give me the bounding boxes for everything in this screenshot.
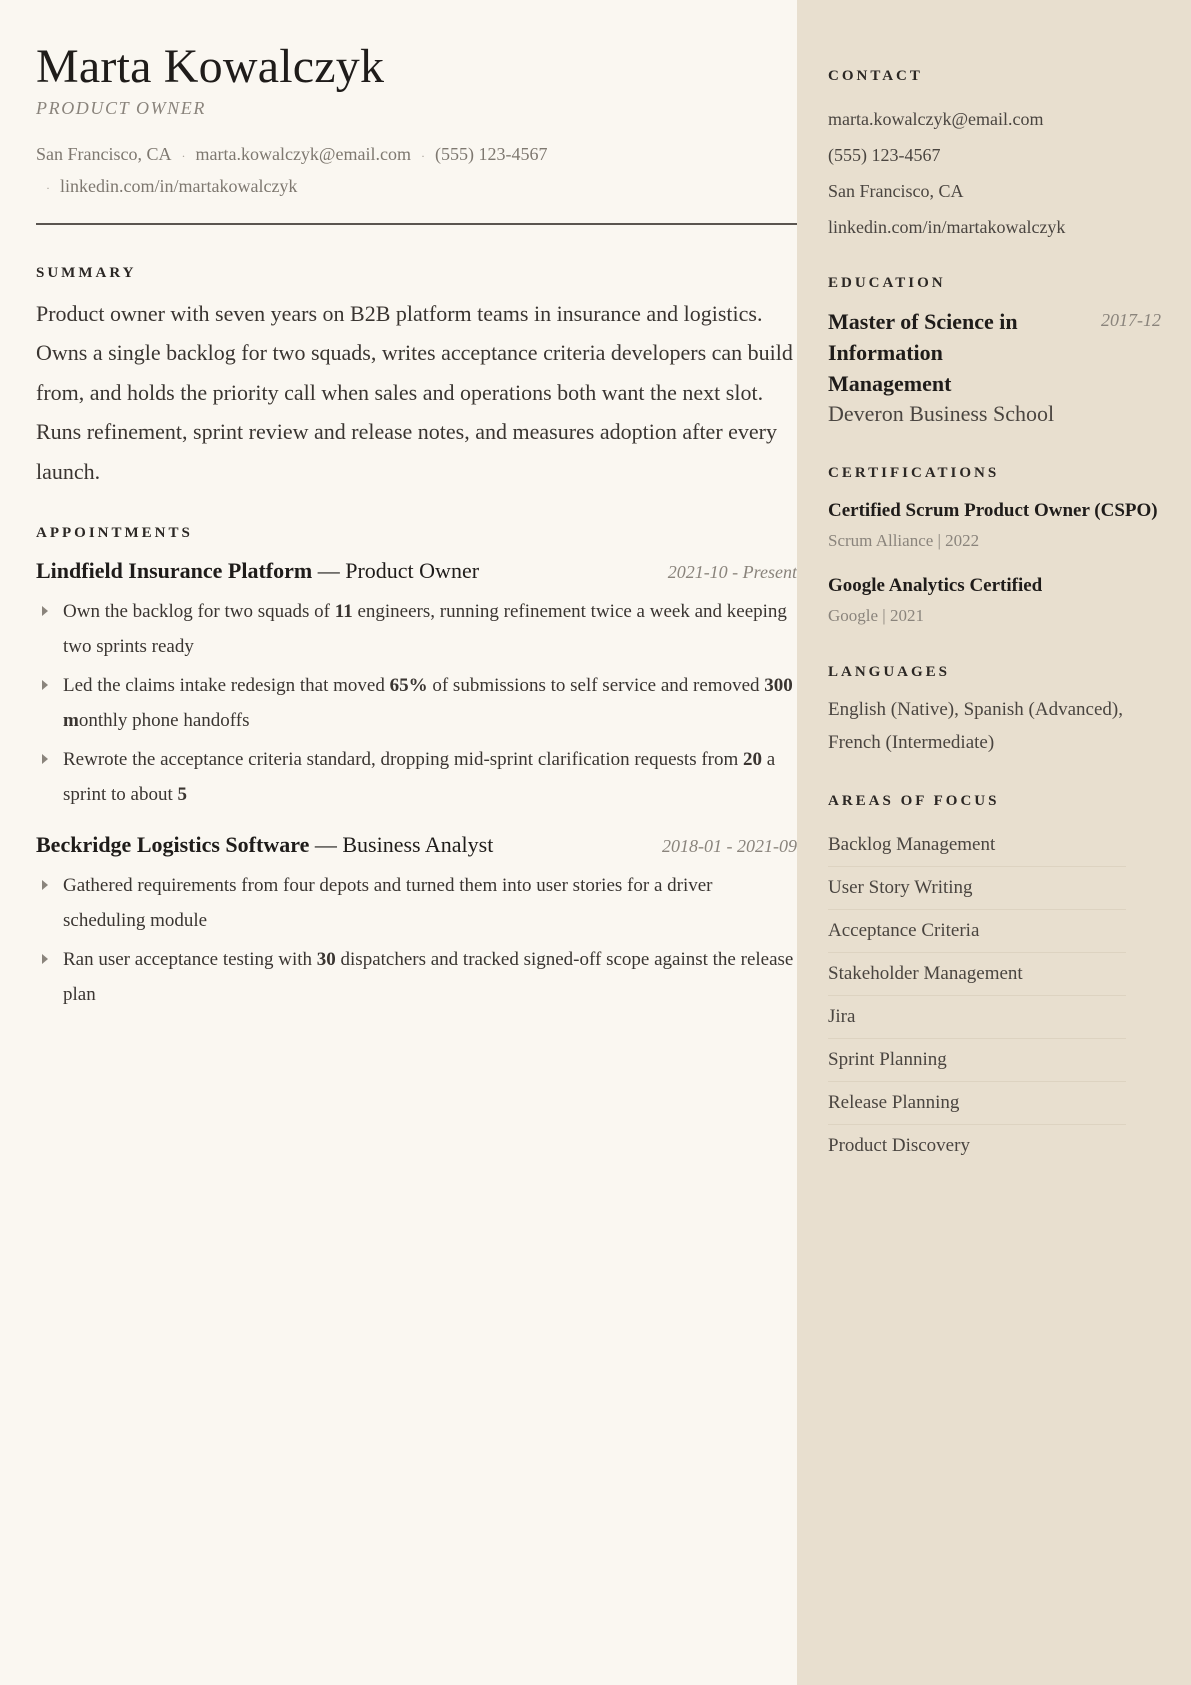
- job-position: — Product Owner: [317, 558, 480, 584]
- focus-item: Backlog Management: [828, 824, 1126, 867]
- header-location: San Francisco, CA: [36, 144, 172, 164]
- languages-text: English (Native), Spanish (Advanced), French (Intermediate): [828, 699, 1123, 753]
- job-bullets: [36, 868, 794, 1012]
- contact-line: [36, 139, 761, 203]
- appointments-heading: APPOINTMENTS: [36, 525, 193, 542]
- bullet-marker-icon: [42, 954, 48, 964]
- job-bullet: Led the claims intake redesign that moved 65% of submissions to self service and removed 300 monthly phone handoffs: [36, 668, 797, 738]
- focus-item: Release Planning: [828, 1082, 1126, 1125]
- certification-meta: Scrum Alliance | 2022: [828, 531, 980, 550]
- summary-text: Product owner with seven years on B2B platform teams in insurance and logistics. Owns a single backlog for two squads, writes acceptance criteria developers can build from, and holds the priority call when sales and operations both want the next slot. Runs refinement, sprint review and release notes, and measures adoption after every launch.: [36, 300, 793, 484]
- header-email[interactable]: marta.kowalczyk@email.com: [195, 144, 411, 164]
- candidate-name: Marta Kowalczyk: [36, 40, 385, 93]
- sidebar: [797, 0, 1191, 1685]
- contact-location: San Francisco, CA: [828, 181, 964, 201]
- focus-list: [828, 824, 1161, 1167]
- bullet-marker-icon: [42, 754, 48, 764]
- job-entry: [36, 832, 797, 1012]
- header-linkedin[interactable]: linkedin.com/in/martakowalczyk: [60, 175, 298, 196]
- certification-meta: Google | 2021: [828, 606, 924, 625]
- focus-item: User Story Writing: [828, 867, 1126, 910]
- certifications-heading: CERTIFICATIONS: [828, 465, 1000, 481]
- focus-item: Product Discovery: [828, 1135, 970, 1156]
- focus-item: Jira: [828, 996, 1126, 1039]
- job-company: Lindfield Insurance Platform: [36, 558, 313, 584]
- contact-email[interactable]: marta.kowalczyk@email.com: [828, 109, 1044, 129]
- job-bullet: Gathered requirements from four depots and turned them into user stories for a driver scheduling module: [36, 868, 797, 938]
- separator: ·: [46, 180, 50, 195]
- job-entry: [36, 558, 797, 812]
- focus-item: Acceptance Criteria: [828, 910, 1126, 953]
- focus-item: Sprint Planning: [828, 1039, 1126, 1082]
- separator: ·: [181, 148, 186, 163]
- education-degree: Master of Science in Information Management: [828, 309, 1018, 396]
- job-company: Beckridge Logistics Software: [36, 832, 310, 858]
- job-bullet: Rewrote the acceptance criteria standard, dropping mid-sprint clarification requests from 20 a sprint to about 5: [36, 742, 797, 812]
- languages-heading: LANGUAGES: [828, 664, 951, 680]
- education-school: Deveron Business School: [828, 401, 1055, 426]
- certification-entry: [828, 494, 1161, 551]
- contact-phone[interactable]: (555) 123-4567: [828, 145, 941, 165]
- bullet-marker-icon: [42, 606, 48, 616]
- bullet-marker-icon: [42, 880, 48, 890]
- certification-name: Certified Scrum Product Owner (CSPO): [828, 500, 1158, 521]
- education-date: 2017-12: [1101, 310, 1161, 330]
- certification-name: Google Analytics Certified: [828, 575, 1043, 596]
- job-dates: 2021-10 - Present: [667, 562, 797, 583]
- job-bullets: [36, 594, 793, 812]
- header-divider: [36, 223, 797, 225]
- job-title: [36, 832, 493, 858]
- job-bullet: Ran user acceptance testing with 30 dispatchers and tracked signed-off scope against the release plan: [36, 942, 797, 1012]
- separator: ·: [420, 148, 425, 163]
- header-phone[interactable]: (555) 123-4567: [434, 144, 548, 164]
- certification-entry: [828, 569, 1161, 626]
- focus-heading: AREAS OF FOCUS: [828, 793, 1000, 809]
- job-header: [36, 558, 797, 584]
- contact-heading: CONTACT: [828, 68, 923, 84]
- bullet-marker-icon: [42, 680, 48, 690]
- job-position: — Business Analyst: [314, 832, 494, 858]
- contact-list: [828, 101, 1161, 245]
- education-heading: EDUCATION: [828, 275, 946, 291]
- job-title: [36, 558, 479, 584]
- candidate-role: PRODUCT OWNER: [36, 98, 206, 118]
- summary-heading: SUMMARY: [36, 264, 137, 281]
- education-entry: [828, 306, 1161, 399]
- contact-linkedin[interactable]: linkedin.com/in/martakowalczyk: [828, 217, 1066, 237]
- job-header: [36, 832, 797, 858]
- job-dates: 2018-01 - 2021-09: [662, 836, 797, 857]
- job-bullet: Own the backlog for two squads of 11 engineers, running refinement twice a week and keeping two sprints ready: [36, 594, 797, 664]
- focus-item: Stakeholder Management: [828, 953, 1126, 996]
